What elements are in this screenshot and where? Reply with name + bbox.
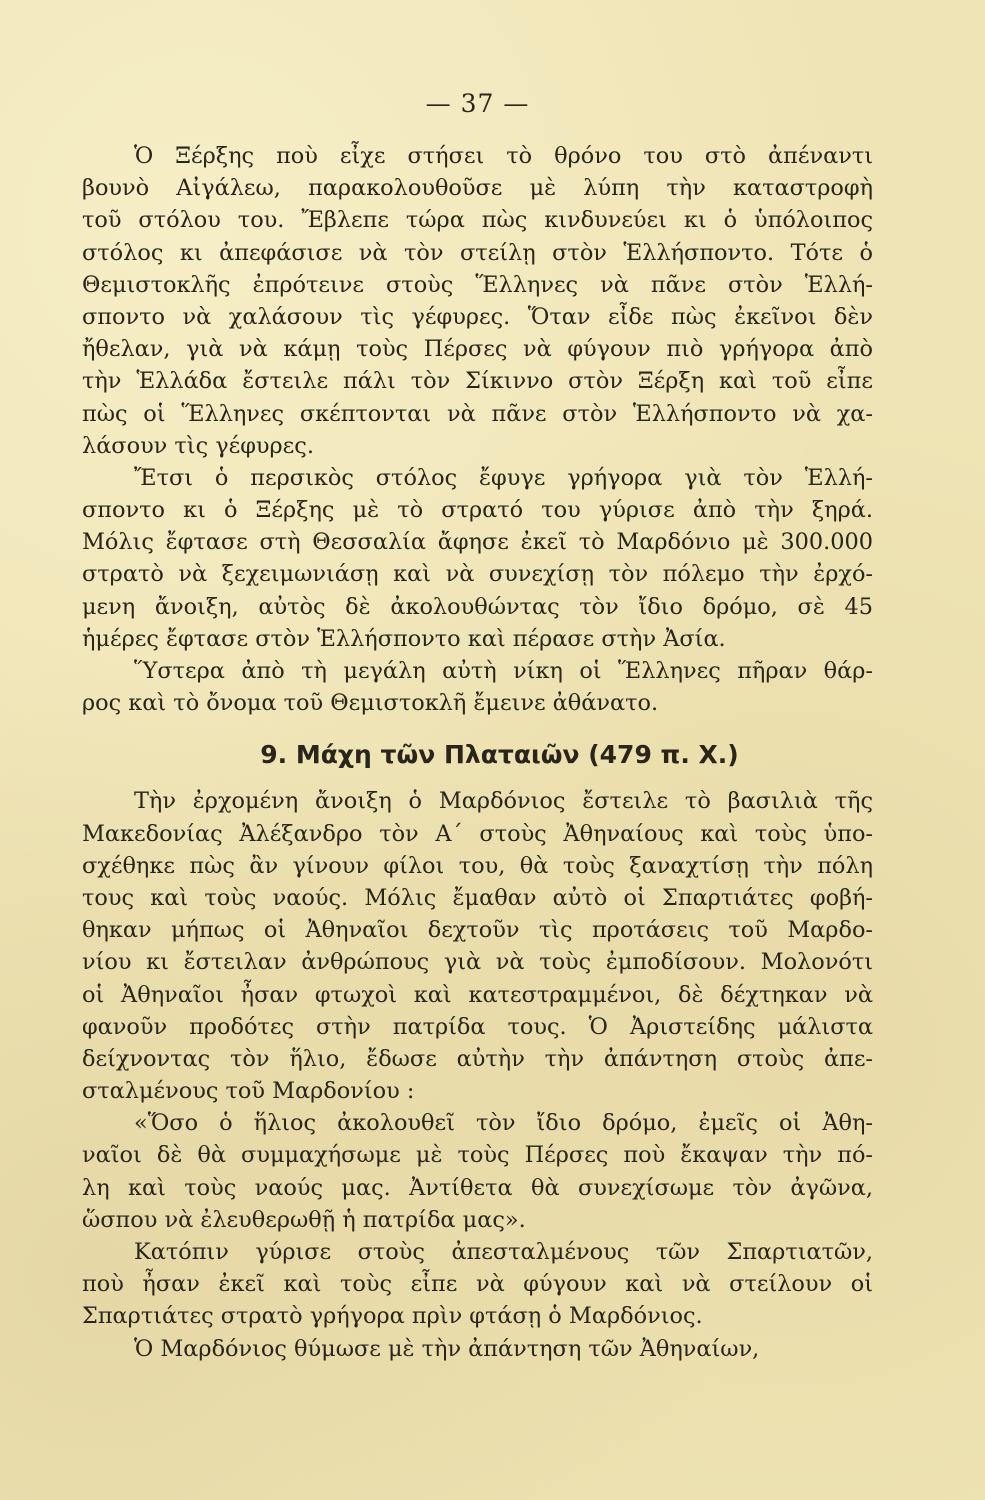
text-line: Θεμιστοκλῆς ἐπρότεινε στοὺς Ἕλληνες νὰ πᾶνε στὸν Ἑλλή- (82, 271, 873, 298)
text-line: πὼς οἱ Ἕλληνες σκέπτονται νὰ πᾶνε στὸν Ἑλλήσποντο νὰ χα- (82, 400, 873, 427)
text-line: Μόλις ἔφτασε στὴ Θεσσαλία ἄφησε ἐκεῖ τὸ Μαρδόνιο μὲ 300.000 (82, 529, 873, 556)
paragraph (82, 462, 873, 655)
text-line: ἡμέρες ἔφτασε στὸν Ἑλλήσποντο καὶ πέρασε στὴν Ἀσία. (82, 625, 726, 652)
text-line: τους καὶ τοὺς ναούς. Μόλις ἔμαθαν αὐτὸ οἱ Σπαρτιάτες φοβή- (82, 884, 873, 911)
text-block-after-heading (82, 785, 873, 1364)
text-line: τοῦ στόλου του. Ἔβλεπε τώρα πὼς κινδυνεύει κι ὁ ὑπόλοιπος (82, 207, 873, 234)
text-line: ἤθελαν, γιὰ νὰ κάμῃ τοὺς Πέρσες νὰ φύγουν πιὸ γρήγορα ἀπὸ (82, 336, 873, 363)
text-line: σποντο κι ὁ Ξέρξης μὲ τὸ στρατό του γύρισε ἀπὸ τὴν ξηρά. (82, 497, 873, 524)
page-number: — 37 — (425, 89, 530, 118)
text-line: θηκαν μήπως οἱ Ἀθηναῖοι δεχτοῦν τὶς προτάσεις τοῦ Μαρδο- (82, 917, 873, 944)
paragraph (82, 1333, 873, 1365)
text-block-before-heading (82, 140, 873, 719)
text-line: Μακεδονίας Ἀλέξανδρο τὸν Α΄ στοὺς Ἀθηναίους καὶ τοὺς ὑπο- (82, 820, 873, 847)
text-line: οἱ Ἀθηναῖοι ἦσαν φτωχοὶ καὶ κατεστραμμένοι, δὲ δέχτηκαν νὰ (82, 981, 873, 1008)
paragraph (82, 140, 873, 462)
text-line: μενη ἄνοιξη, αὐτὸς δὲ ἀκολουθώντας τὸν ἴδιο δρόμο, σὲ 45 (82, 593, 873, 620)
text-line: ναῖοι δὲ θὰ συμμαχήσωμε μὲ τοὺς Πέρσες ποὺ ἔκαψαν τὴν πό- (82, 1142, 873, 1169)
text-line: Ὕστερα ἀπὸ τὴ μεγάλη αὐτὴ νίκη οἱ Ἕλληνες πῆραν θάρ- (134, 658, 873, 684)
text-line: σποντο νὰ χαλάσουν τὶς γέφυρες. Ὅταν εἶδε πὼς ἐκεῖνοι δὲν (82, 303, 873, 330)
text-line: Τὴν ἐρχομένη ἄνοιξη ὁ Μαρδόνιος ἔστειλε τὸ βασιλιὰ τῆς (134, 788, 873, 815)
text-line: ὥσπου νὰ ἐλευθερωθῇ ἡ πατρίδα μας». (82, 1206, 526, 1233)
text-line: δείχνοντας τὸν ἥλιο, ἔδωσε αὐτὴν τὴν ἀπάντηση στοὺς ἀπε- (82, 1045, 873, 1072)
text-line: στρατὸ νὰ ξεχειμωνιάσῃ καὶ νὰ συνεχίσῃ τὸν πόλεμο τὴν ἐρχό- (82, 561, 873, 588)
text-line: λάσουν τὶς γέφυρες. (82, 432, 314, 459)
text-line: Ὁ Ξέρξης ποὺ εἶχε στήσει τὸ θρόνο του στὸ ἀπέναντι (134, 143, 873, 169)
paragraph (82, 1107, 873, 1236)
text-line: λη καὶ τοὺς ναούς μας. Ἀντίθετα θὰ συνεχίσωμε τὸν ἀγῶνα, (82, 1174, 873, 1201)
text-line: «Ὅσο ὁ ἥλιος ἀκολουθεῖ τὸν ἴδιο δρόμο, ἐμεῖς οἱ Ἀθη- (134, 1110, 873, 1137)
text-line: Κατόπιν γύρισε στοὺς ἀπεσταλμένους τῶν Σπαρτιατῶν, (134, 1239, 873, 1265)
text-line: φανοῦν προδότες στὴν πατρίδα τους. Ὁ Ἀριστείδης μάλιστα (82, 1013, 873, 1040)
text-line: σχέθηκε πὼς ἂν γίνουν φίλοι του, θὰ τοὺς ξαναχτίσῃ τὴν πόλη (82, 852, 873, 879)
section-heading: 9. Μάχη τῶν Πλαταιῶν (479 π. Χ.) (260, 740, 739, 770)
text-line: Ὁ Μαρδόνιος θύμωσε μὲ τὴν ἀπάντηση τῶν Ἀθηναίων, (134, 1335, 760, 1362)
paragraph (82, 785, 873, 1107)
text-line: βουνὸ Αἰγάλεω, παρακολουθοῦσε μὲ λύπη τὴν καταστροφὴ (82, 175, 873, 202)
paragraph (82, 1236, 873, 1333)
text-line: στόλος κι ἀπεφάσισε νὰ τὸν στείλῃ στὸν Ἑλλήσποντο. Τότε ὁ (82, 239, 873, 266)
text-line: νίου κι ἔστειλαν ἀνθρώπους γιὰ νὰ τοὺς ἐμποδίσουν. Μολονότι (82, 949, 873, 976)
text-line: Σπαρτιάτες στρατὸ γρήγορα πρὶν φτάσῃ ὁ Μαρδόνιος. (82, 1303, 703, 1330)
text-line: Ἔτσι ὁ περσικὸς στόλος ἔφυγε γρήγορα γιὰ τὸν Ἑλλή- (134, 464, 873, 491)
text-line: σταλμένους τοῦ Μαρδονίου : (82, 1078, 415, 1105)
text-line: τὴν Ἑλλάδα ἔστειλε πάλι τὸν Σίκιννο στὸν Ξέρξη καὶ τοῦ εἶπε (82, 368, 873, 395)
text-line: ρος καὶ τὸ ὄνομα τοῦ Θεμιστοκλῆ ἔμεινε ἀθάνατο. (82, 690, 659, 717)
text-line: ποὺ ἦσαν ἐκεῖ καὶ τοὺς εἶπε νὰ φύγουν καὶ νὰ στείλουν οἱ (82, 1271, 873, 1298)
paragraph (82, 655, 873, 719)
